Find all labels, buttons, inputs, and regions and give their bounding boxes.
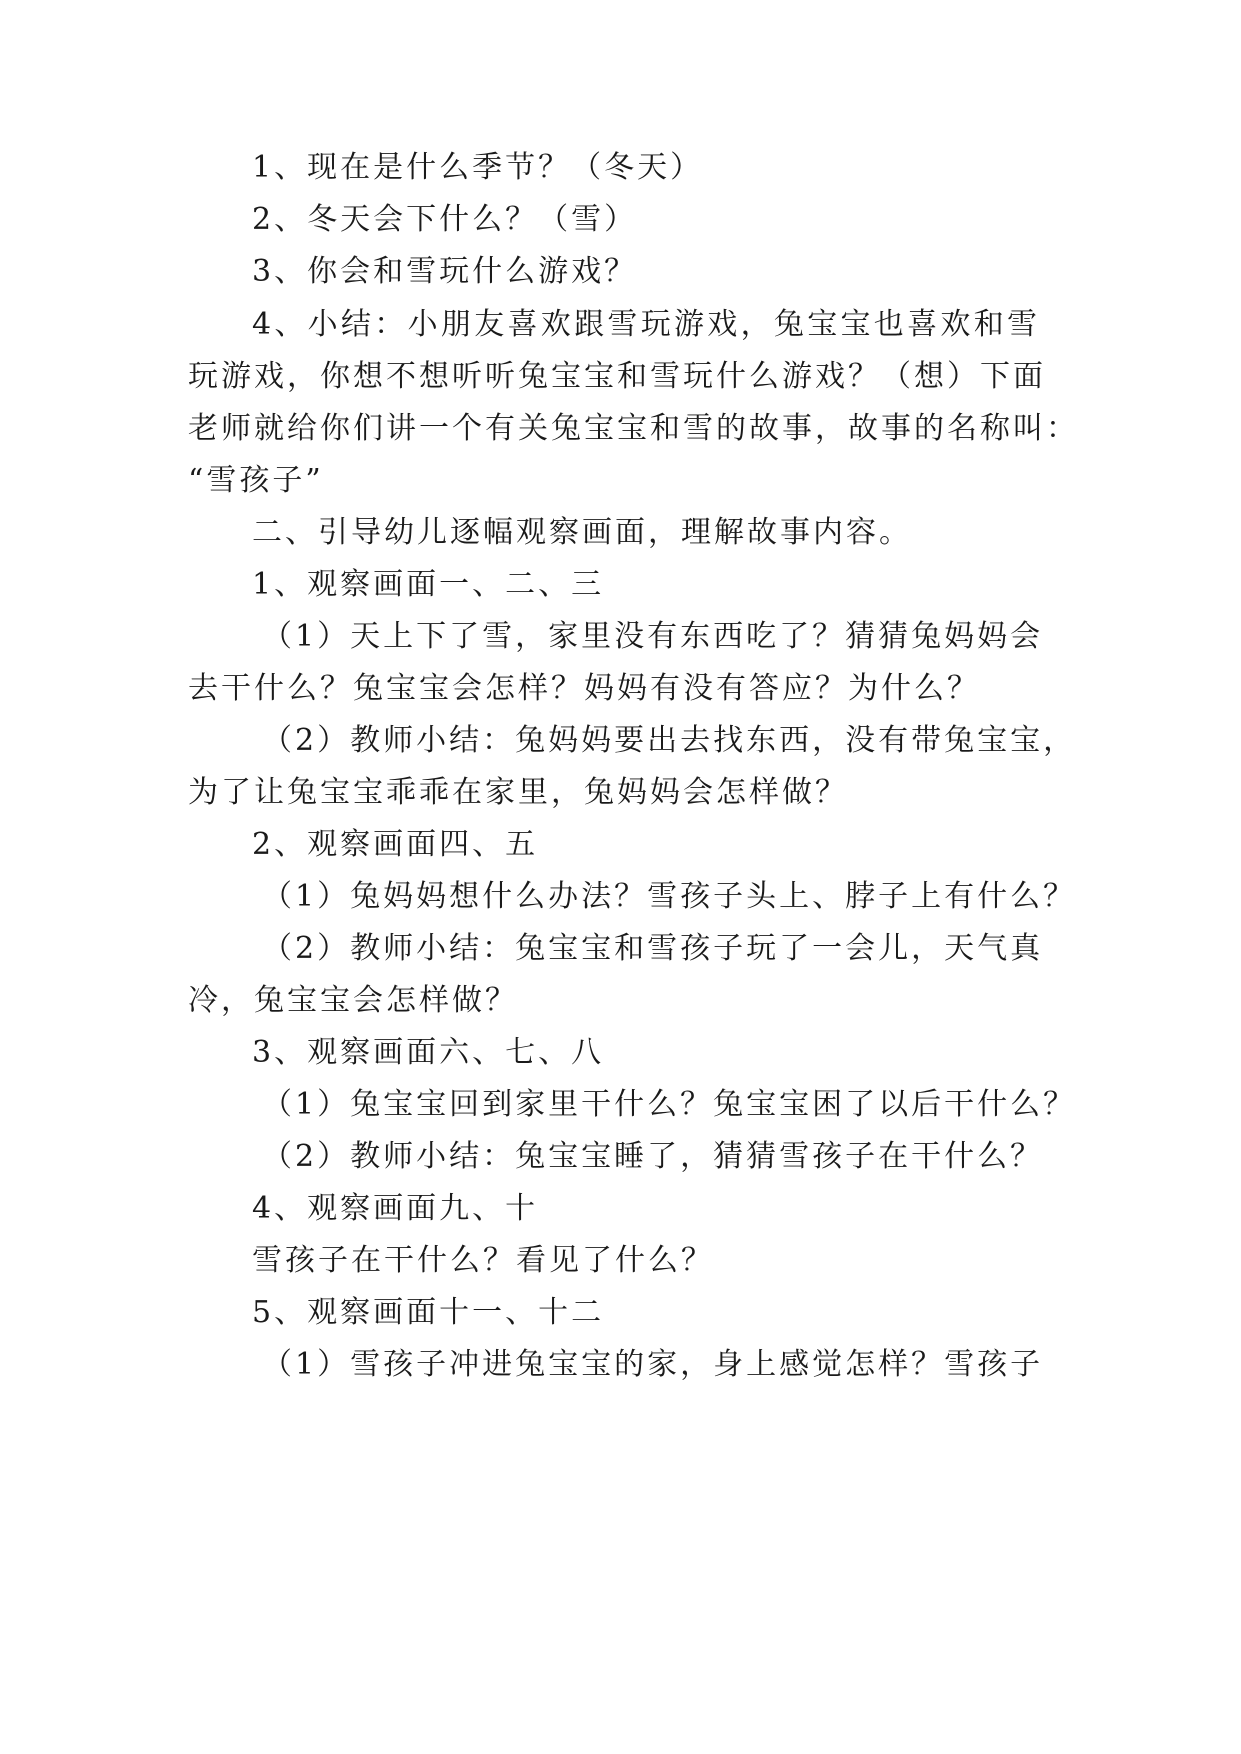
text-line-6: 老师就给你们讲一个有关兔宝宝和雪的故事，故事的名称叫： <box>188 411 1079 446</box>
text-line-3: 3、你会和雪玩什么游戏？ <box>252 254 638 289</box>
text-line-4: 4、小结：小朋友喜欢跟雪玩游戏，兔宝宝也喜欢和雪 <box>252 307 1040 342</box>
text-line-7: “雪孩子” <box>188 463 324 498</box>
text-line-10: （1）天上下了雪，家里没有东西吃了？猜猜兔妈妈会 <box>262 619 1044 654</box>
text-line-2: 2、冬天会下什么？（雪） <box>252 202 638 237</box>
section-heading: 二、引导幼儿逐幅观察画面，理解故事内容。 <box>252 515 912 550</box>
text-line-13: 为了让兔宝宝乖乖在家里，兔妈妈会怎样做？ <box>188 775 848 810</box>
text-line-22: 雪孩子在干什么？看见了什么？ <box>252 1243 714 1278</box>
text-line-18: 3、观察画面六、七、八 <box>252 1035 605 1070</box>
text-line-15: （1）兔妈妈想什么办法？雪孩子头上、脖子上有什么？ <box>262 879 1077 914</box>
text-line-19: （1）兔宝宝回到家里干什么？兔宝宝困了以后干什么？ <box>262 1087 1077 1122</box>
text-line-9: 1、观察画面一、二、三 <box>252 567 605 602</box>
text-line-20: （2）教师小结：兔宝宝睡了，猜猜雪孩子在干什么？ <box>262 1139 1044 1174</box>
text-line-16: （2）教师小结：兔宝宝和雪孩子玩了一会儿，天气真 <box>262 931 1044 966</box>
text-line-24: （1）雪孩子冲进兔宝宝的家，身上感觉怎样？雪孩子 <box>262 1347 1044 1382</box>
text-line-1: 1、现在是什么季节？（冬天） <box>252 150 704 185</box>
text-line-12: （2）教师小结：兔妈妈要出去找东西，没有带兔宝宝， <box>262 723 1077 758</box>
text-line-17: 冷，兔宝宝会怎样做？ <box>188 983 518 1018</box>
text-line-14: 2、观察画面四、五 <box>252 827 539 862</box>
text-line-21: 4、观察画面九、十 <box>252 1191 539 1226</box>
text-line-23: 5、观察画面十一、十二 <box>252 1295 605 1330</box>
text-line-11: 去干什么？兔宝宝会怎样？妈妈有没有答应？为什么？ <box>188 671 980 706</box>
text-line-5: 玩游戏，你想不想听听兔宝宝和雪玩什么游戏？（想）下面 <box>188 359 1046 394</box>
